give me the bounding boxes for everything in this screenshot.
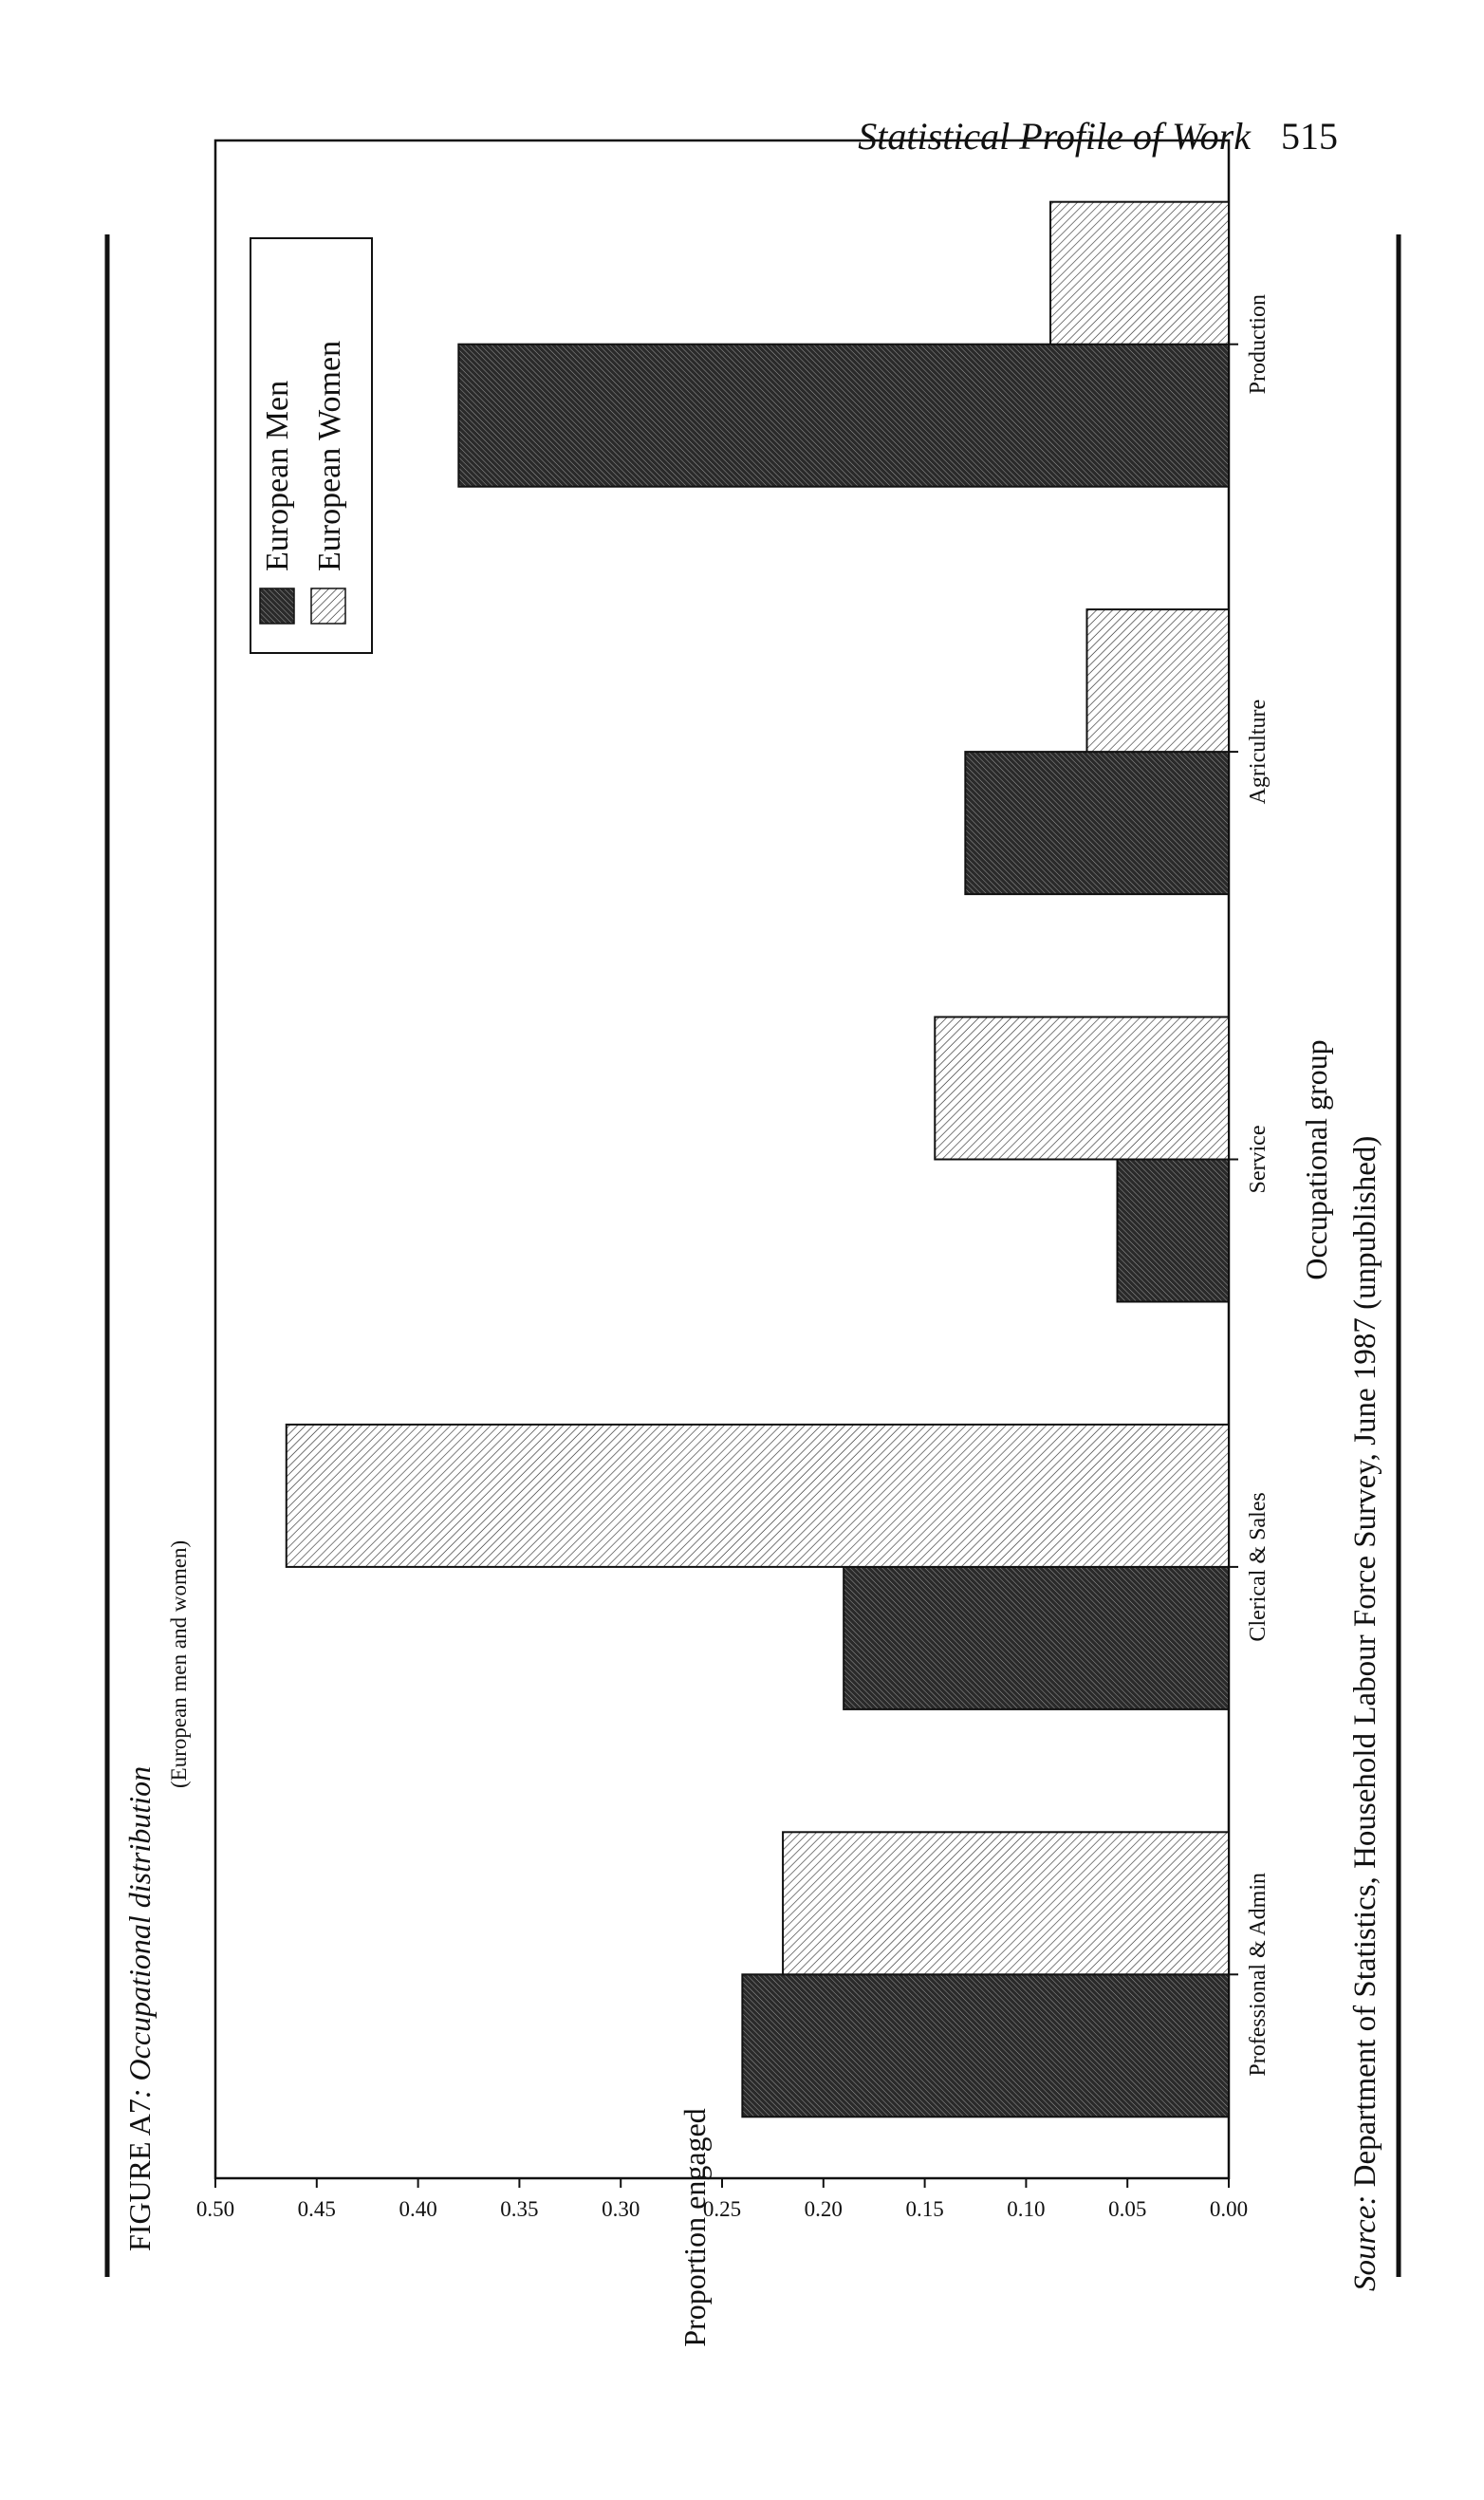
- x-tick-label: Service: [1246, 1125, 1271, 1194]
- source-text: [1348, 1136, 1382, 2291]
- legend: [250, 238, 372, 653]
- y-ticks: [215, 2178, 1229, 2188]
- figure-title-rest: : Occupational distribution: [122, 1765, 157, 2099]
- rotated-figure: [107, 140, 1399, 2347]
- bar-women: [287, 1425, 1229, 1567]
- figure-subtitle: (European men and women): [167, 1539, 191, 1788]
- y-tick-label: 0.50: [195, 2197, 235, 2221]
- source-body: Department of Statistics, Household Labour Force Survey, June 1987 (unpublished): [1348, 1135, 1382, 2188]
- bar-women: [1086, 609, 1229, 752]
- bar-men: [844, 1567, 1229, 1709]
- x-tick-label: Agriculture: [1246, 699, 1271, 805]
- page-number: 515: [1281, 115, 1338, 158]
- y-tick-label: 0.05: [1108, 2197, 1147, 2221]
- y-tick-label: 0.15: [905, 2197, 944, 2221]
- bar-women: [1050, 202, 1229, 345]
- bar-men: [1118, 1160, 1229, 1302]
- legend-swatch-women: [311, 588, 345, 624]
- running-header-title: Statistical Profile of Work: [858, 115, 1251, 158]
- figure-title: [122, 1766, 157, 2251]
- x-tick-label: Clerical & Sales: [1246, 1492, 1271, 1642]
- y-tick-label: 0.40: [399, 2197, 437, 2221]
- y-axis-label: Proportion engaged: [677, 2108, 712, 2347]
- x-tick-labels: [1246, 294, 1271, 2077]
- x-axis-label: Occupational group: [1299, 1039, 1333, 1280]
- source-label: Source:: [1348, 2194, 1382, 2291]
- bars: [287, 202, 1229, 2118]
- bar-women: [935, 1017, 1229, 1160]
- y-tick-label: 0.35: [500, 2197, 539, 2221]
- bar-men: [965, 752, 1229, 894]
- x-tick-label: Professional & Admin: [1246, 1872, 1271, 2077]
- legend-label-men: European Men: [260, 380, 295, 571]
- legend-swatch-men: [260, 588, 294, 624]
- source-line: [1348, 1136, 1382, 2291]
- y-tick-labels: [196, 2197, 1248, 2221]
- y-tick-label: 0.25: [702, 2197, 742, 2221]
- y-tick-label: 0.20: [804, 2197, 843, 2221]
- bar-men: [742, 1974, 1229, 2117]
- y-tick-label: 0.10: [1007, 2197, 1046, 2221]
- figure-label: FIGURE A7: [122, 2099, 157, 2251]
- x-ticks: [1229, 345, 1238, 1975]
- bar-women: [783, 1832, 1229, 1974]
- x-tick-label: Production: [1246, 294, 1271, 395]
- y-tick-label: 0.30: [602, 2197, 640, 2221]
- legend-label-women: European Women: [312, 340, 347, 571]
- y-tick-label: 0.00: [1209, 2197, 1249, 2221]
- y-tick-label: 0.45: [297, 2197, 336, 2221]
- bar-men: [458, 345, 1229, 487]
